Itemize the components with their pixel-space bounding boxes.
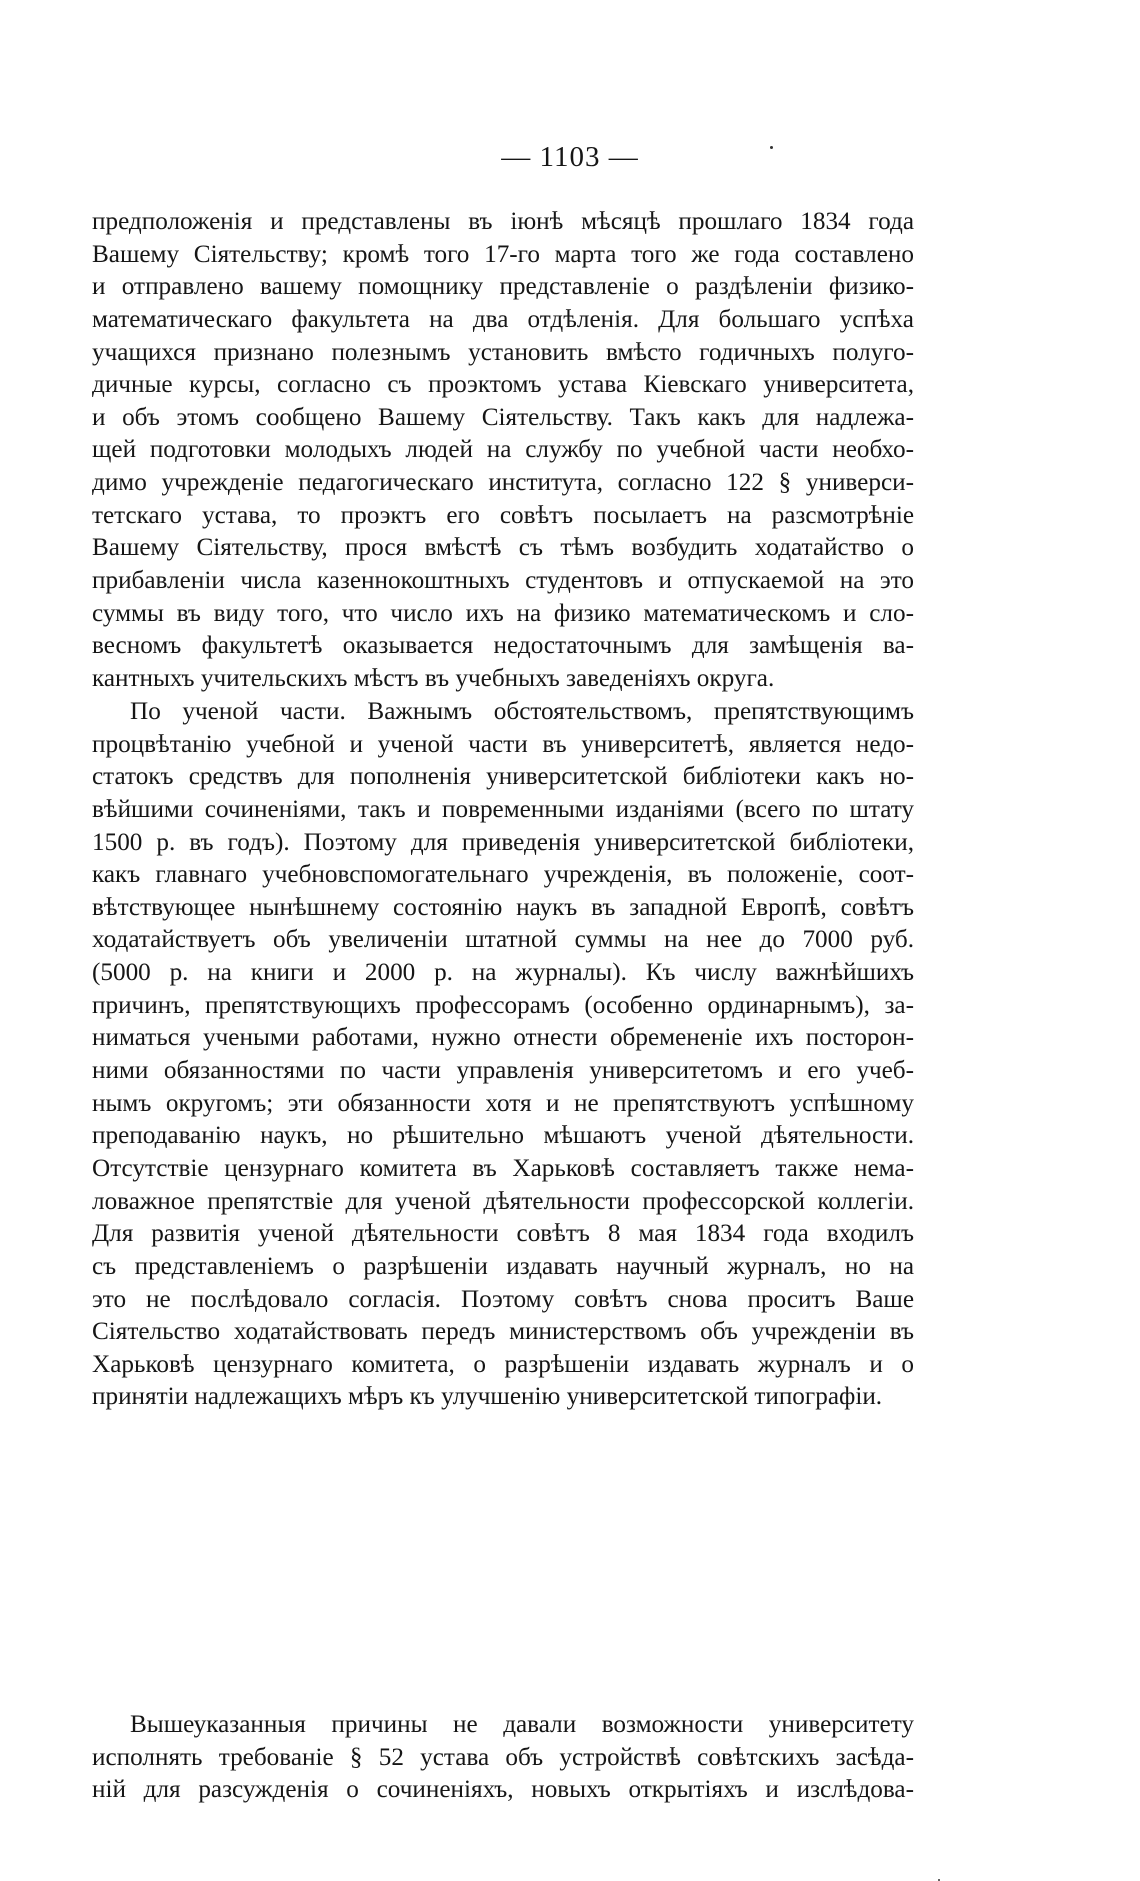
- page-number: — 1103 —: [501, 141, 639, 173]
- text-line: предположенія и представлены въ іюнѣ мѣсяцѣ прошлаго 1834 года: [92, 208, 914, 235]
- paragraph-3: [92, 1709, 914, 1807]
- text-line: прибавленіи числа казеннокоштныхъ студентовъ и отпускаемой на это: [92, 567, 914, 595]
- text-line: Сіятельство ходатайствовать передъ министерствомъ объ учрежденіи въ: [92, 1318, 914, 1346]
- text-line: математическаго факультета на два отдѣленія. Для большаго успѣха: [92, 305, 914, 333]
- text-line: статокъ средствъ для пополненія университетской библіотеки какъ но-: [92, 763, 914, 791]
- text-line: принятіи надлежащихъ мѣръ къ улучшенію университетской типографіи.: [92, 1383, 883, 1411]
- text-line: дичные курсы, согласно съ проэктомъ устава Кіевскаго университета,: [92, 371, 914, 399]
- text-line: Вышеуказанныя причины не давали возможности университету: [130, 1711, 914, 1738]
- text-line: нымъ округомъ; эти обязанности хотя и не препятствуютъ успѣшному: [92, 1089, 914, 1117]
- text-line: димо учрежденіе педагогическаго института, согласно 122 § универси-: [92, 469, 914, 497]
- text-line: причинъ, препятствующихъ профессорамъ (особенно ординарнымъ), за-: [92, 991, 914, 1019]
- text-line: суммы въ виду того, что число ихъ на физико математическомъ и сло-: [92, 599, 914, 627]
- text-line: ловажное препятствіе для ученой дѣятельности профессорской коллегіи.: [92, 1187, 914, 1215]
- text-line: вѣтствующее нынѣшнему состоянію наукъ въ западной Европѣ, совѣтъ: [92, 893, 914, 921]
- text-line: вѣйшими сочиненіями, такъ и повременными изданіями (всего по штату: [92, 795, 914, 823]
- text-line: По ученой части. Важнымъ обстоятельствомъ, препятствующимъ: [130, 698, 914, 725]
- text-line: Вашему Сіятельству, прося вмѣстѣ съ тѣмъ возбудить ходатайство о: [92, 534, 914, 562]
- text-line: это не послѣдовало согласія. Поэтому совѣтъ снова проситъ Ваше: [92, 1285, 914, 1313]
- text-line: 1500 р. въ годъ). Поэтому для приведенія университетской библіотеки,: [92, 828, 914, 856]
- text-line: преподаванію наукъ, но рѣшительно мѣшаютъ ученой дѣятельности.: [92, 1122, 914, 1150]
- text-line: и отправлено вашему помощнику представленіе о раздѣленіи физико-: [92, 273, 914, 301]
- text-line: Вашему Сіятельству; кромѣ того 17-го марта того же года составлено: [92, 240, 914, 268]
- text-line: какъ главнаго учебновспомогательнаго учрежденія, въ положеніе, соот-: [92, 861, 914, 889]
- text-line: кантныхъ учительскихъ мѣстъ въ учебныхъ заведеніяхъ округа.: [92, 664, 775, 692]
- text-line: ходатайствуетъ объ увеличеніи штатной суммы на нее до 7000 руб.: [92, 926, 914, 954]
- scan-speck: [770, 146, 773, 149]
- text-line: (5000 р. на книги и 2000 р. на журналы). Къ числу важнѣйшихъ: [92, 959, 914, 987]
- text-line: Отсутствіе цензурнаго комитета въ Харьковѣ составляетъ также нема-: [92, 1154, 914, 1182]
- text-line: съ представленіемъ о разрѣшеніи издавать научный журналъ, но на: [92, 1252, 914, 1280]
- text-line: тетскаго устава, то проэктъ его совѣтъ посылаетъ на разсмотрѣніе: [92, 501, 914, 529]
- text-line: щей подготовки молодыхъ людей на службу по учебной части необхо-: [92, 436, 914, 464]
- text-line: и объ этомъ сообщено Вашему Сіятельству. Такъ какъ для надлежа-: [92, 403, 914, 431]
- text-line: исполнять требованіе § 52 устава объ устройствѣ совѣтскихъ засѣда-: [92, 1743, 914, 1771]
- paragraph-2: [92, 696, 914, 1414]
- text-line: процвѣтанію учебной и ученой части въ университетѣ, является недо-: [92, 730, 914, 758]
- text-line: ній для разсужденія о сочиненіяхъ, новыхъ открытіяхъ и изслѣдова-: [92, 1776, 914, 1804]
- text-line: Харьковѣ цензурнаго комитета, о разрѣшеніи издавать журналъ и о: [92, 1350, 914, 1378]
- text-line: ними обязанностями по части управленія университетомъ и его учеб-: [92, 1057, 914, 1085]
- text-line: ниматься учеными работами, нужно отнести обремененіе ихъ посторон-: [92, 1024, 914, 1052]
- text-line: Для развитія ученой дѣятельности совѣтъ 8 мая 1834 года входилъ: [92, 1220, 914, 1248]
- paragraph-1: [92, 206, 914, 696]
- text-line: весномъ факультетѣ оказывается недостаточнымъ для замѣщенія ва-: [92, 632, 914, 660]
- text-line: учащихся признано полезнымъ установить вмѣсто годичныхъ полуго-: [92, 338, 914, 366]
